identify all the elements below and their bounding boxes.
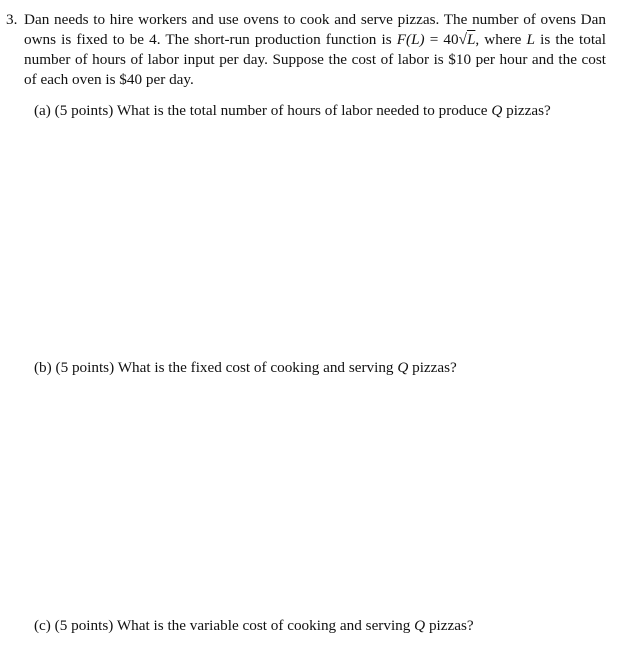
question-label: (b) bbox=[34, 359, 52, 376]
formula-lhs: F(L) bbox=[396, 31, 425, 48]
question-a bbox=[34, 101, 551, 121]
question-tail: pizzas? bbox=[502, 102, 551, 119]
question-var: Q bbox=[414, 617, 426, 634]
question-label: (a) bbox=[34, 102, 51, 119]
var-l: L bbox=[526, 31, 535, 48]
formula-eq: = 40√ bbox=[424, 31, 467, 48]
question-var: Q bbox=[491, 102, 503, 119]
problem-statement bbox=[6, 10, 606, 90]
question-c bbox=[34, 616, 474, 636]
problem-number: 3. bbox=[6, 11, 18, 28]
problem-text: is the total number of hours of labor input per day. Suppose the cost of labor is $10 per hour and the cost of each oven is $40 per day. bbox=[24, 31, 607, 88]
problem-text: , where bbox=[475, 31, 527, 48]
question-var: Q bbox=[397, 359, 409, 376]
question-text: What is the total number of hours of labor needed to produce bbox=[116, 102, 492, 119]
problem-body bbox=[24, 10, 606, 90]
question-b bbox=[34, 358, 457, 378]
question-points: (5 points) bbox=[54, 617, 114, 634]
question-tail: pizzas? bbox=[425, 617, 474, 634]
question-text: What is the variable cost of cooking and serving bbox=[116, 617, 415, 634]
question-points: (5 points) bbox=[55, 359, 115, 376]
formula-var: L bbox=[466, 31, 476, 48]
question-label: (c) bbox=[34, 617, 51, 634]
problem-text: Dan needs to hire workers and use ovens to cook and serve pizzas. The number of ovens Dan owns is fixed to be 4. The short-run production function is bbox=[24, 11, 606, 48]
question-text: What is the fixed cost of cooking and serving bbox=[117, 359, 398, 376]
question-tail: pizzas? bbox=[408, 359, 457, 376]
question-points: (5 points) bbox=[54, 102, 114, 119]
